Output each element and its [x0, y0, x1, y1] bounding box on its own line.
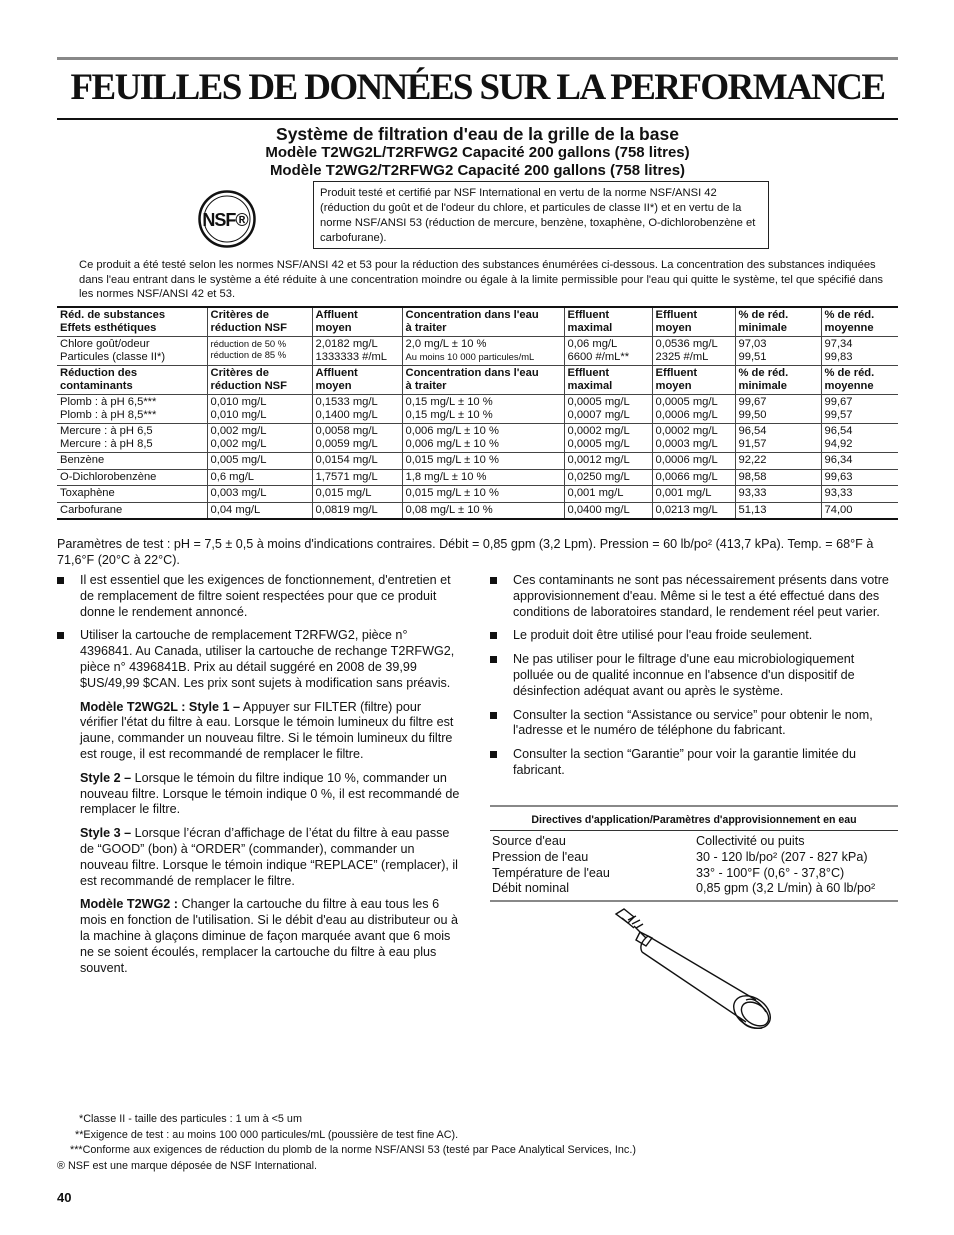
page-number: 40 [57, 1190, 72, 1205]
table-cell: Réd. de substances Effets esthétiques [57, 307, 207, 337]
table-cell: 0,0058 mg/L 0,0059 mg/L [312, 424, 402, 453]
table-cell: 98,58 [735, 469, 821, 486]
table-cell: 92,22 [735, 453, 821, 470]
system-heading [57, 124, 898, 180]
table-cell: 0,0002 mg/L 0,0005 mg/L [564, 424, 652, 453]
table-cell: 0,015 mg/L [312, 486, 402, 503]
table-cell: 96,54 91,57 [735, 424, 821, 453]
certification-box: Produit testé et certifié par NSF International en vertu de la norme NSF/ANSI 42 (réduction du goût et de l'odeur du chlore, et particules de classe II*) et en vertu de la norme NSF/ANSI 53 (réduction de mercure, benzène, toxaphène, O-dichlorobenzène et carbofurane). [313, 181, 769, 249]
footnote: *Classe II - taille des particules : 1 um à <5 um [79, 1113, 302, 1125]
table-cell: 0,003 mg/L [207, 486, 312, 503]
table-cell: 0,0213 mg/L [652, 502, 735, 519]
table-cell: 0,0250 mg/L [564, 469, 652, 486]
footnote: **Exigence de test : au moins 100 000 particules/mL (poussière de test fine AC). [75, 1128, 459, 1141]
top-rule [57, 57, 898, 60]
table-cell: 1,7571 mg/L [312, 469, 402, 486]
bullet-item: Il est essentiel que les exigences de fonctionnement, d'entretien et de remplacement de filtre soient respectées pour que ce produit donne le rendement annoncé. [57, 573, 462, 620]
directives-title-rule [490, 830, 898, 831]
table-cell: 96,34 [821, 453, 898, 470]
bullet-item: Consulter la section “Assistance ou service” pour obtenir le nom, l'adresse et le numéro de téléphone du fabricant. [490, 708, 898, 740]
table-cell: Effluent moyen [652, 307, 735, 337]
table-row: Pression de l'eau 30 - 120 lb/po² (207 - 827 kPa) [492, 849, 868, 864]
table-cell: Carbofurane [57, 502, 207, 519]
table-row [57, 453, 898, 470]
table-cell: 97,03 99,51 [735, 337, 821, 366]
table-cell: Effluent moyen [652, 366, 735, 395]
table-cell: 0,0005 mg/L 0,0007 mg/L [564, 395, 652, 424]
bullet-item: Le produit doit être utilisé pour l'eau froide seulement. [490, 628, 898, 644]
title-rule [57, 118, 898, 120]
table-cell: 0,0005 mg/L 0,0006 mg/L [652, 395, 735, 424]
table-cell: 0,04 mg/L [207, 502, 312, 519]
table-cell: Critères de réduction NSF [207, 307, 312, 337]
bullet-item: Ne pas utiliser pour le filtrage d'une eau microbiologiquement polluée ou de qualité inconnue en l'absence d'un dispositif de désinfection adéquat avant ou après le système. [490, 652, 898, 699]
model-line-1: Modèle T2WG2L/T2RFWG2 Capacité 200 gallons (758 litres) [265, 144, 690, 161]
test-parameters: Paramètres de test : pH = 7,5 ± 0,5 à moins d'indications contraires. Débit = 0,85 gpm (3,2 Lpm). Pression = 60 lb/po² (413,7 kPa). Temp. = 68°F à 71,6°F (20°C à 22°C). [57, 537, 874, 567]
table-cell: Plomb : à pH 6,5*** Plomb : à pH 8,5*** [57, 395, 207, 424]
style2-paragraph: Style 2 – Lorsque le témoin du filtre indique 10 %, commander un nouveau filtre. Lorsque le témoin indique 0 %, il est recommandé de remplacer le filtre. [80, 770, 460, 817]
table-cell: 0,015 mg/L ± 10 % [402, 486, 564, 503]
table-cell: 2,0182 mg/L 1333333 #/mL [312, 337, 402, 366]
table-cell: Toxaphène [57, 486, 207, 503]
table-cell: 0,15 mg/L ± 10 % 0,15 mg/L ± 10 % [402, 395, 564, 424]
table-cell: 0,0400 mg/L [564, 502, 652, 519]
table-row: Débit nominal 0,85 gpm (3,2 L/min) à 60 lb/po² [492, 881, 876, 896]
table-cell: % de réd. minimale [735, 307, 821, 337]
table-cell: 96,54 94,92 [821, 424, 898, 453]
table-cell: O-Dichlorobenzène [57, 469, 207, 486]
bullet-square-icon [490, 577, 497, 584]
directives-table [490, 805, 898, 902]
nsf-logo-icon [198, 190, 256, 248]
table-cell: 0,06 mg/L 6600 #/mL** [564, 337, 652, 366]
table-cell: 93,33 [735, 486, 821, 503]
table-cell: Effluent maximal [564, 366, 652, 395]
table-cell: % de réd. moyenne [821, 307, 898, 337]
table-cell: 0,0819 mg/L [312, 502, 402, 519]
table-row [57, 337, 898, 366]
table-row [57, 395, 898, 424]
table-cell: 0,0012 mg/L [564, 453, 652, 470]
table-cell: Critères de réduction NSF [207, 366, 312, 395]
table-row [57, 469, 898, 486]
table-cell: 0,1533 mg/L 0,1400 mg/L [312, 395, 402, 424]
bullet-square-icon [490, 712, 497, 719]
intro-paragraph: Ce produit a été testé selon les normes NSF/ANSI 42 et 53 pour la réduction des substances énumérées ci-dessous. La concentration des substances indiquées dans l'eau entrant dans le système a été réduite à une concentration moindre ou égale à la limite permissible pour l'eau qui quitte le système, tel que spécifié dans les normes NSF/ANSI 42 et 53. [79, 259, 884, 300]
table-cell: Réduction des contaminants [57, 366, 207, 395]
table-cell: 0,0154 mg/L [312, 453, 402, 470]
bullet-item: Ces contaminants ne sont pas nécessairement présents dans votre approvisionnement d'eau. Même si le test a été effectué dans des conditions de laboratoires standard, le rendement réel peut varier. [490, 573, 898, 620]
table-cell: 0,010 mg/L 0,010 mg/L [207, 395, 312, 424]
table-row [57, 366, 898, 395]
table-cell: Effluent maximal [564, 307, 652, 337]
table-cell: réduction de 50 % réduction de 85 % [207, 337, 312, 366]
table-cell: 0,0066 mg/L [652, 469, 735, 486]
table-row [57, 307, 898, 337]
t2wg2-paragraph: Modèle T2WG2 : Changer la cartouche du filtre à eau tous les 6 mois en fonction de l'utilisation. Si le débit d'eau au distributeur ou à la machine à glaçons diminue de façon marquée avant que 6 mois ne se soient écoulés, remplacer la cartouche du filtre à eau plus souvent. [80, 897, 458, 975]
table-cell: 2,0 mg/L ± 10 % Au moins 10 000 particules/mL [402, 337, 564, 366]
footnote: ***Conforme aux exigences de réduction du plomb de la norme NSF/ANSI 53 (testé par Pace Analytical Services, Inc.) [70, 1144, 636, 1156]
bullet-square-icon [490, 632, 497, 639]
table-cell: 0,015 mg/L ± 10 % [402, 453, 564, 470]
table-cell: Concentration dans l'eau à traiter [402, 307, 564, 337]
table-cell: 0,0002 mg/L 0,0003 mg/L [652, 424, 735, 453]
table-cell: 1,8 mg/L ± 10 % [402, 469, 564, 486]
table-cell: 0,001 mg/L [652, 486, 735, 503]
table-cell: 0,0006 mg/L [652, 453, 735, 470]
footnotes [57, 1112, 898, 1174]
bullet-square-icon [490, 751, 497, 758]
left-column [57, 573, 462, 984]
table-row: Température de l'eau 33° - 100°F (0,6° - 37,8°C) [492, 865, 845, 880]
table-row [57, 486, 898, 503]
table-row: Source d'eau Collectivité ou puits [492, 834, 805, 848]
table-cell: 0,005 mg/L [207, 453, 312, 470]
table-cell: 0,08 mg/L ± 10 % [402, 502, 564, 519]
bullet-square-icon [490, 656, 497, 663]
table-cell: % de réd. moyenne [821, 366, 898, 395]
table-cell: Benzène [57, 453, 207, 470]
table-cell: 0,0536 mg/L 2325 #/mL [652, 337, 735, 366]
table-cell: 0,001 mg/L [564, 486, 652, 503]
footnote: ® NSF est une marque déposée de NSF International. [57, 1159, 318, 1172]
water-filter-cartridge-icon [612, 906, 782, 1036]
table-row [57, 424, 898, 453]
table-cell: 0,6 mg/L [207, 469, 312, 486]
table-cell: 99,63 [821, 469, 898, 486]
table-cell: 97,34 99,83 [821, 337, 898, 366]
table-cell: 99,67 99,50 [735, 395, 821, 424]
directives-bottom-rule [490, 900, 898, 902]
system-title: Système de filtration d'eau de la grille de la base [276, 124, 679, 144]
table-cell: Affluent moyen [312, 307, 402, 337]
bullet-item: Utiliser la cartouche de remplacement T2RFWG2, pièce n° 4396841. Au Canada, utiliser la cartouche de rechange T2RFWG2, pièce n° 4396841B. Prix au détail suggéré en 2008 de 39,99 $US/49,99 $CAN. Les prix sont sujets à modification sans préavis. [57, 628, 462, 691]
bullet-square-icon [57, 632, 64, 639]
table-row [57, 502, 898, 519]
nsf-logo-text: NSF® [202, 210, 248, 230]
table-cell: Concentration dans l'eau à traiter [402, 366, 564, 395]
directives-title: Directives d'application/Paramètres d'approvisionnement en eau [531, 814, 857, 826]
table-cell: 99,67 99,57 [821, 395, 898, 424]
style1-paragraph: Modèle T2WG2L : Style 1 – Appuyer sur FILTER (filtre) pour vérifier l'état du filtre à eau. Lorsque le témoin lumineux du filtre est jaune, commander un nouveau filtre. Si le témoin lumineux du filtre est rouge, il est recommandé de remplacer le filtre. [80, 699, 454, 761]
bullet-square-icon [57, 577, 64, 584]
table-cell: 0,006 mg/L ± 10 % 0,006 mg/L ± 10 % [402, 424, 564, 453]
page-title: FEUILLES DE DONNÉES SUR LA PERFORMANCE [70, 67, 885, 108]
style3-paragraph: Style 3 – Lorsque l’écran d’affichage de l’état du filtre à eau passe de “GOOD” (bon) à “ORDER” (commander), commander un nouveau filtre. Lorsque le témoin indique “REPLACE” (remplacer), il est recommandé de remplacer le filtre. [80, 826, 458, 888]
right-column [490, 573, 898, 787]
table-cell: 93,33 [821, 486, 898, 503]
performance-table [57, 306, 898, 520]
table-cell: Affluent moyen [312, 366, 402, 395]
table-cell: 0,002 mg/L 0,002 mg/L [207, 424, 312, 453]
table-cell: Chlore goût/odeur Particules (classe II*) [57, 337, 207, 366]
table-cell: Mercure : à pH 6,5 Mercure : à pH 8,5 [57, 424, 207, 453]
directives-grid [490, 834, 898, 897]
model-line-2: Modèle T2WG2/T2RFWG2 Capacité 200 gallons (758 litres) [269, 162, 686, 179]
table-cell: 51,13 [735, 502, 821, 519]
bullet-item: Consulter la section “Garantie” pour voir la garantie limitée du fabricant. [490, 747, 898, 779]
table-cell: 74,00 [821, 502, 898, 519]
table-cell: % de réd. minimale [735, 366, 821, 395]
